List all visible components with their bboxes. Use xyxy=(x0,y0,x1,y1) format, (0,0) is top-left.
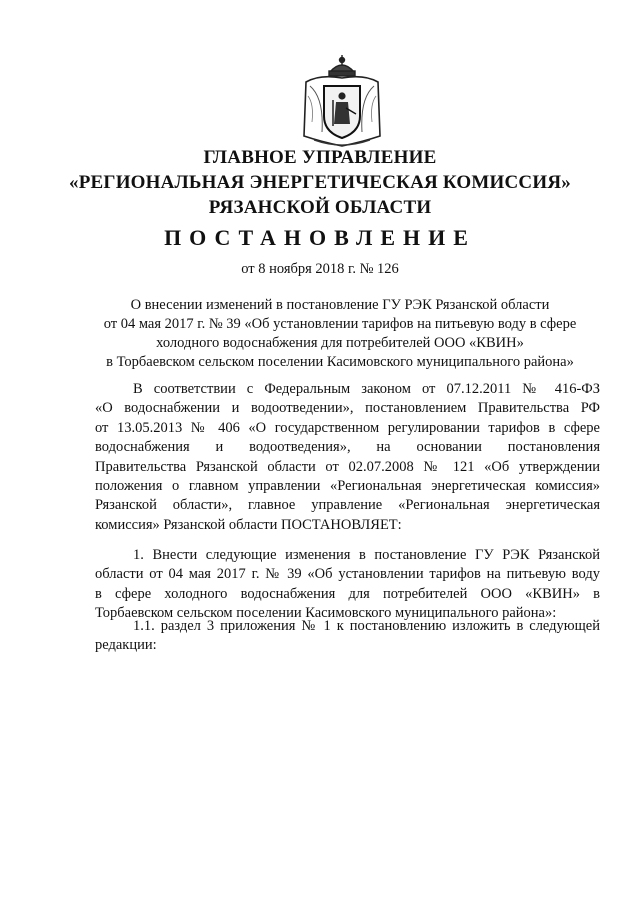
subject-line: О внесении изменений в постановление ГУ РЭК Рязанской области xyxy=(130,297,550,313)
org-name-line-1: ГЛАВНОЕ УПРАВЛЕНИЕ xyxy=(203,147,437,168)
document-type-title: ПОСТАНОВЛЕНИЕ xyxy=(164,225,476,250)
paragraph-line: водоснабжения и водоотведения», на основании постановления xyxy=(95,439,600,456)
paragraph-line: «О водоснабжении и водоотведении», постановлением Правительства РФ xyxy=(95,400,600,417)
document-date-number: от 8 ноября 2018 г. № 126 xyxy=(241,261,399,277)
paragraph-line: Правительства Рязанской области от 02.07.2008 № 121 «Об утверждении xyxy=(95,458,600,475)
paragraph-line: 1. Внести следующие изменения в постановление ГУ РЭК Рязанской xyxy=(133,547,600,563)
org-name-line-3: РЯЗАНСКОЙ ОБЛАСТИ xyxy=(208,197,432,218)
preamble-paragraph xyxy=(95,380,600,535)
org-name-line-2: «РЕГИОНАЛЬНАЯ ЭНЕРГЕТИЧЕСКАЯ КОМИССИЯ» xyxy=(69,172,571,193)
paragraph-line: Рязанской области», главное управление «Региональная энергетическая xyxy=(95,497,600,514)
item-1-paragraph xyxy=(95,546,600,624)
paragraph-line: от 13.05.2013 № 406 «О государственном регулировании тарифов в сфере xyxy=(95,419,600,436)
paragraph-line: положения о главном управлении «Региональная энергетическая комиссия» xyxy=(95,478,600,495)
document-subject xyxy=(80,296,600,372)
paragraph-line: Торбаевском сельском поселении Касимовского муниципального района»: xyxy=(95,605,557,622)
subject-line: холодного водоснабжения для потребителей ООО «КВИН» xyxy=(156,335,524,351)
item-1-1-paragraph xyxy=(95,617,600,656)
paragraph-line: в сфере холодного водоснабжения для потребителей ООО «КВИН» в xyxy=(95,585,600,602)
paragraph-line: редакции: xyxy=(95,637,157,654)
paragraph-line: комиссия» Рязанской области ПОСТАНОВЛЯЕТ: xyxy=(95,516,402,533)
subject-line: от 04 мая 2017 г. № 39 «Об установлении тарифов на питьевую воду в сфере xyxy=(103,316,577,332)
paragraph-line: 1.1. раздел 3 приложения № 1 к постановлению изложить в следующей xyxy=(133,618,600,634)
paragraph-line: В соответствии с Федеральным законом от 07.12.2011 № 416-ФЗ xyxy=(133,381,600,397)
ryazan-coat-of-arms-icon xyxy=(300,52,384,150)
subject-line: в Торбаевском сельском поселении Касимовского муниципального района» xyxy=(106,354,574,370)
paragraph-line: области от 04 мая 2017 г. № 39 «Об установлении тарифов на питьевую воду xyxy=(95,566,600,583)
